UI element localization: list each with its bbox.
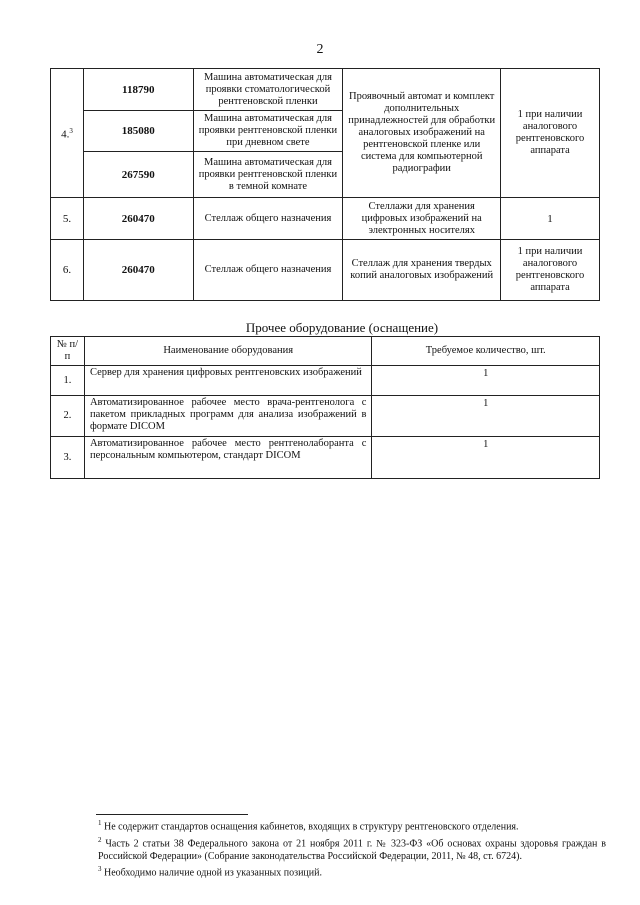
equipment-name: Стеллаж общего назначения xyxy=(193,240,343,301)
equipment-code: 185080 xyxy=(83,111,193,152)
other-equipment-table xyxy=(50,336,600,479)
row-number: 4.$^3$ xyxy=(51,69,84,198)
equipment-code: 267590 xyxy=(83,152,193,198)
quantity-cell: 1 xyxy=(372,396,600,437)
equipment-name: Машина автоматическая для проявки рентгеновской пленки при дневном свете xyxy=(193,111,343,152)
equipment-name: Стеллаж общего назначения xyxy=(193,198,343,240)
footnote: $^1$ Не содержит стандартов оснащения кабинетов, входящих в структуру рентгеновского отделения. xyxy=(98,819,519,833)
equipment-name: Машина автоматическая для проявки стоматологической рентгеновской пленки xyxy=(193,69,343,111)
footnote: $^2$ Часть 2 статьи 38 Федерального закона от 21 ноября 2011 г. № 323-ФЗ «Об основах охраны здоровья граждан в Российской Федерации» (Собрание законодательства Российской Федерации, 2011, № 48, ст. 6724). xyxy=(98,835,606,862)
table-row xyxy=(51,69,600,111)
equipment-code: 260470 xyxy=(83,198,193,240)
table-row xyxy=(51,198,600,240)
table-row xyxy=(51,396,600,437)
header-name: Наименование оборудования xyxy=(84,337,371,366)
quantity-cell: 1 при наличии аналогового рентгеновского аппарата xyxy=(501,69,600,198)
equipment-name: Сервер для хранения цифровых рентгеновских изображений xyxy=(84,366,371,396)
quantity-cell: 1 при наличии аналогового рентгеновского аппарата xyxy=(501,240,600,301)
footnotes xyxy=(98,817,606,880)
equipment-code: 118790 xyxy=(83,69,193,111)
footnote-divider xyxy=(96,814,248,815)
equipment-name: Автоматизированное рабочее место рентгенолаборанта с персональным компьютером, стандарт DICOM xyxy=(84,437,371,479)
footnote-mark: 3 xyxy=(98,865,102,874)
table-row xyxy=(51,437,600,479)
table-row xyxy=(51,240,600,301)
header-qty: Требуемое количество, шт. xyxy=(372,337,600,366)
header-num: № п/п xyxy=(51,337,85,366)
footnote-mark: 1 xyxy=(98,819,102,827)
requirement-cell: Стеллажи для хранения цифровых изображений на электронных носителях xyxy=(343,198,501,240)
requirement-cell: Проявочный автомат и комплект дополнительных принадлежностей для обработки аналоговых изображений на рентгеновской пленке или система для компьютерной радиографии xyxy=(343,69,501,198)
row-number: 2. xyxy=(51,396,85,437)
footnote: $^3$ Необходимо наличие одной из указанных позиций. xyxy=(98,865,322,879)
section-caption: Прочее оборудование (оснащение) xyxy=(245,320,439,335)
row-number: 6. xyxy=(51,240,84,301)
equipment-name: Машина автоматическая для проявки рентгеновской пленки в темной комнате xyxy=(193,152,343,198)
row-number: 1. xyxy=(51,366,85,396)
equipment-name: Автоматизированное рабочее место врача-рентгенолога с пакетом прикладных программ для анализа изображений в формате DICOM xyxy=(84,396,371,437)
page-number: 2 xyxy=(316,42,324,57)
row-number: 3. xyxy=(51,437,85,479)
table-header-row xyxy=(51,337,600,366)
row-number: 5. xyxy=(51,198,84,240)
footnote-mark: 2 xyxy=(98,835,102,844)
table-row xyxy=(51,366,600,396)
quantity-cell: 1 xyxy=(501,198,600,240)
equipment-code: 260470 xyxy=(83,240,193,301)
quantity-cell: 1 xyxy=(372,366,600,396)
requirement-cell: Стеллаж для хранения твердых копий аналоговых изображений xyxy=(343,240,501,301)
equipment-table xyxy=(50,68,600,301)
footnote-mark: 3 xyxy=(69,127,73,136)
quantity-cell: 1 xyxy=(372,437,600,479)
